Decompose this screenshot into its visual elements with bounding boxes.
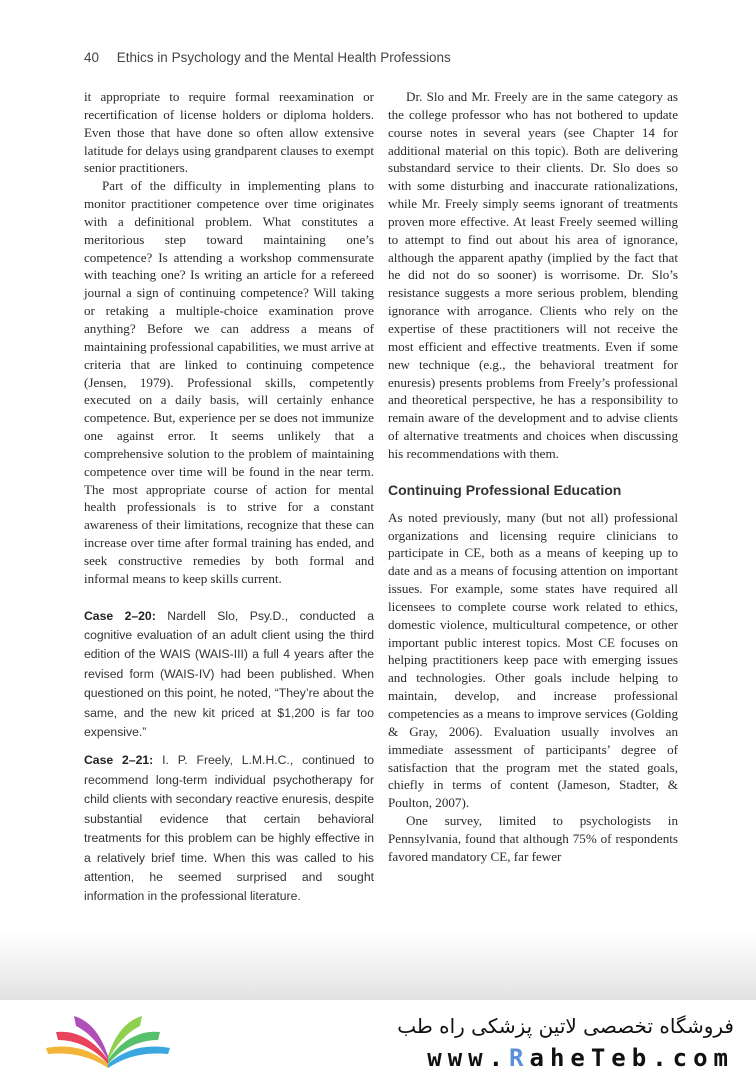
open-book-logo-icon (38, 1008, 178, 1074)
watermark-banner (0, 1000, 756, 1080)
running-header (84, 50, 684, 65)
section-heading: Continuing Professional Education (388, 481, 622, 498)
case-2-21 (84, 751, 374, 906)
brand-url-prefix: www. (427, 1044, 510, 1072)
case-2-20-text: Nardell Slo, Psy.D., conducted a cognitive evaluation of an adult client using the third edition of the WAIS (WAIS-III) a full 4 years after the revised form (WAIS-IV) had been published. When questioned on this point, he noted, “They’re about the same, and the new kit priced at $1,200 is far too expensive.” (84, 608, 375, 740)
page-number: 40 (84, 50, 100, 65)
brand-url-highlight: R (509, 1044, 530, 1072)
brand-persian-text: فروشگاه تخصصی لاتین پزشکی راه طب (397, 1014, 734, 1038)
right-column (388, 88, 678, 866)
left-column (84, 88, 374, 907)
case-2-20-label: Case 2–20: (84, 608, 156, 623)
right-paragraph-1: Dr. Slo and Mr. Freely are in the same category as the college professor who has not bothered to update course notes in several years (see Chapter 14 for additional material on this topic). Both are delivering substandard service to their clients. Dr. Slo does so with some disturbing and inaccurate rationalizations, while Mr. Freely simply seems ignorant of treatments proven more effective. At least Freely seemed willing to attempt to find out about his area of ignorance, although the apparent apathy (implied by the fact that he did not do so sooner) is worrisome. Dr. Slo’s resistance suggests a more serious problem, blending ignorance with arrogance. Clients who rely on the expertise of these practitioners will not receive the most efficient and effective treatments. Even if some new technique (e.g., the behavioral treatment for enuresis) presents problems from Freely’s professional and theoretical perspective, he has a responsibility to remain aware of the development and to advise clients of alternative treatments and choices when discussing his recommendations with them. (388, 89, 678, 461)
case-2-20 (84, 607, 374, 743)
page-bottom-shadow (0, 930, 756, 1010)
running-title: Ethics in Psychology and the Mental Health Professions (116, 50, 451, 65)
right-paragraph-2: As noted previously, many (but not all) professional organizations and licensing require clinicians to participate in CE, both as a means of keeping up to date and as a means of focusing attention on important issues. For example, some states have required all licensees to complete course work related to ethics, domestic violence, multicultural competence, or other important public interest topics. Most CE focuses on helping practitioners keep pace with emerging issues and technologies. Other goals include helping to maintain, develop, and increase professional competencies as a means to improve services (Golding & Gray, 2006). Evaluation usually involves an immediate assessment of participants’ degree of satisfaction that the program met the stated goals, chiefly in terms of content (Jameson, Stadter, & Poulton, 2007). (388, 509, 678, 811)
brand-url-rest: aheTeb.com (529, 1044, 734, 1072)
case-2-21-label: Case 2–21: (84, 753, 154, 768)
brand-url[interactable] (427, 1044, 734, 1072)
case-2-21-text: I. P. Freely, L.M.H.C., continued to recommend long-term individual psychotherapy for child clients with secondary reactive enuresis, despite substantial evidence that certain behavioral treatments for this problem can be highly effective in a relatively brief time. When this was called to his attention, he seemed surprised and sought information in the professional literature. (84, 753, 374, 904)
right-paragraph-3: One survey, limited to psychologists in Pennsylvania, found that although 75% of respondents favored mandatory CE, far fewer (388, 813, 678, 864)
left-paragraph-1: it appropriate to require formal reexamination or recertification of license holders or diploma holders. Even those that have done so often allow extensive latitude for delays using grandparent clauses to exempt senior practitioners. (84, 89, 374, 176)
left-paragraph-2: Part of the difficulty in implementing plans to monitor practitioner competence over time originates with a definitional problem. What constitutes a meritorious step toward maintaining one’s competence? Is attending a workshop commensurate with teaching one? Is writing an article for a refereed journal a sign of continuing competence? Will taking or retaking a multiple-choice examination prove anything? Before we can address a means of maintaining professional capabilities, we must arrive at criteria that are linked to continuing competence (Jensen, 1979). Professional skills, competently executed on a daily basis, will certainly enhance competence. But, experience per se does not immunize one against error. It seems unlikely that a comprehensive solution to the problem of maintaining competence over time will be found in the near term. The most appropriate course of action for mental health professionals is to strive for a constant awareness of their limitations, recognize that these can increase over time after formal training has ended, and seek constructive remedies by both formal and informal means to keep skills current. (84, 178, 374, 586)
